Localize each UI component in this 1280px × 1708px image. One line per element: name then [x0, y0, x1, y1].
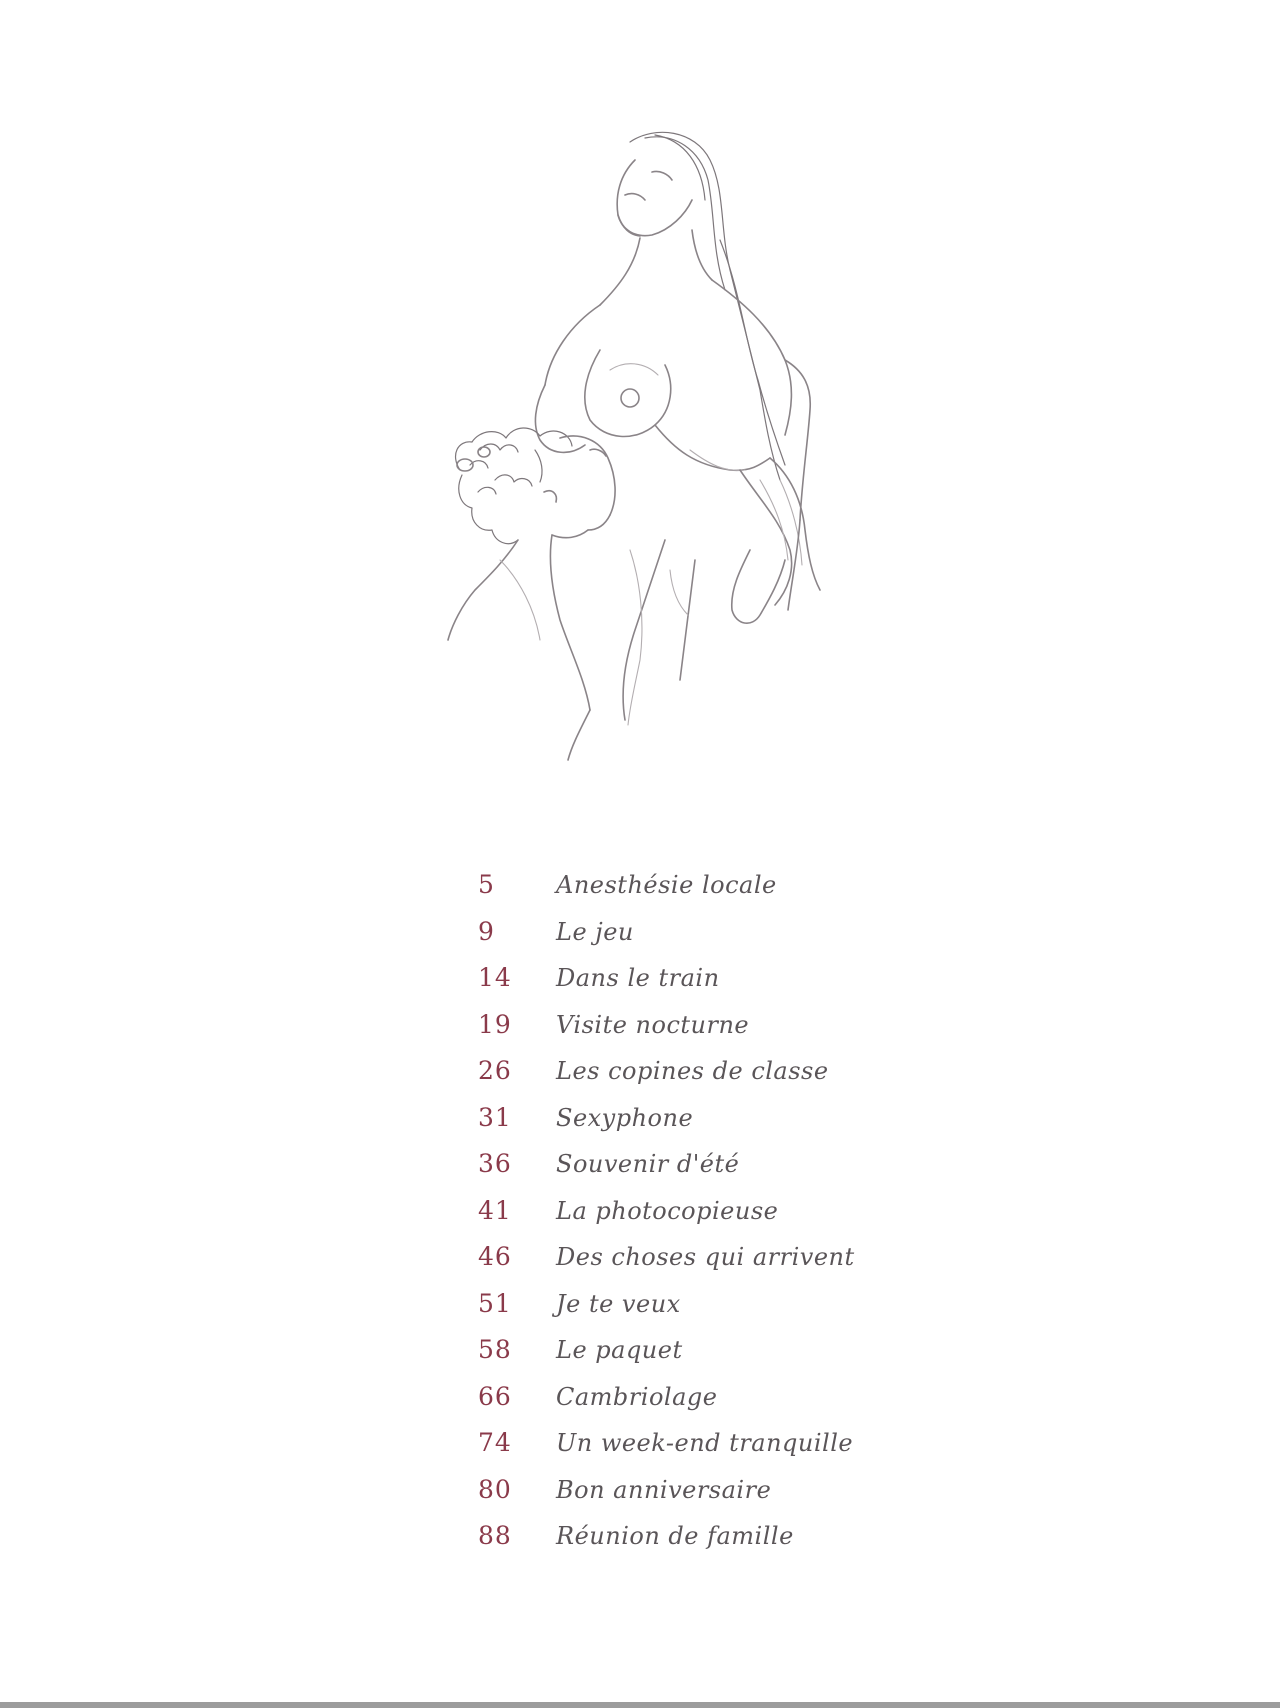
toc-title: Je te veux — [556, 1289, 681, 1318]
toc-page-number: 36 — [478, 1149, 512, 1178]
toc-entry[interactable] — [470, 1521, 910, 1568]
toc-entry[interactable] — [470, 1335, 910, 1382]
toc-page-number: 46 — [478, 1242, 512, 1271]
toc-entry[interactable] — [470, 1382, 910, 1429]
toc-entry[interactable] — [470, 963, 910, 1010]
toc-page-number: 19 — [478, 1009, 512, 1039]
toc-entry[interactable] — [470, 1475, 910, 1522]
toc-title: Réunion de famille — [556, 1522, 794, 1550]
toc-page-number: 5 — [478, 870, 495, 899]
toc-title: Visite nocturne — [556, 1010, 750, 1039]
toc-entry[interactable] — [470, 1428, 910, 1475]
toc-entry[interactable] — [470, 917, 910, 964]
toc-entry[interactable] — [470, 1289, 910, 1336]
toc-page-number: 88 — [478, 1521, 512, 1550]
toc-entry[interactable] — [470, 1103, 910, 1150]
toc-page-number: 14 — [478, 963, 512, 992]
toc-title: Dans le train — [556, 964, 720, 992]
toc-title: Sexyphone — [556, 1103, 694, 1132]
toc-page-number: 80 — [478, 1474, 512, 1504]
toc-page-number: 66 — [478, 1381, 512, 1411]
toc-page-number: 26 — [478, 1056, 512, 1085]
toc-title: Un week-end tranquille — [556, 1429, 854, 1457]
toc-entry[interactable] — [470, 870, 910, 917]
toc-page-number: 58 — [478, 1335, 512, 1364]
toc-title: Bon anniversaire — [556, 1475, 772, 1504]
toc-entry[interactable] — [470, 1010, 910, 1057]
toc-entry[interactable] — [470, 1242, 910, 1289]
sketch-drawing — [440, 120, 880, 820]
page-bottom-edge — [0, 1702, 1280, 1708]
toc-title: La photocopieuse — [556, 1196, 779, 1225]
toc-page-number: 74 — [478, 1428, 512, 1457]
toc-title: Anesthésie locale — [556, 871, 777, 899]
toc-title: Souvenir d'été — [556, 1150, 740, 1178]
toc-title: Le jeu — [556, 917, 634, 946]
toc-title: Les copines de classe — [556, 1057, 829, 1085]
toc-page-number: 41 — [478, 1195, 512, 1225]
toc-title: Des choses qui arrivent — [556, 1243, 855, 1271]
toc-page-number: 31 — [478, 1102, 512, 1132]
toc-entry[interactable] — [470, 1196, 910, 1243]
toc-title: Cambriolage — [556, 1382, 718, 1411]
toc-title: Le paquet — [556, 1336, 683, 1364]
toc-page-number: 9 — [478, 916, 495, 946]
table-of-contents — [470, 870, 910, 1568]
toc-entry[interactable] — [470, 1056, 910, 1103]
toc-entry[interactable] — [470, 1149, 910, 1196]
pencil-sketch-illustration — [440, 120, 880, 820]
toc-page-number: 51 — [478, 1288, 512, 1318]
